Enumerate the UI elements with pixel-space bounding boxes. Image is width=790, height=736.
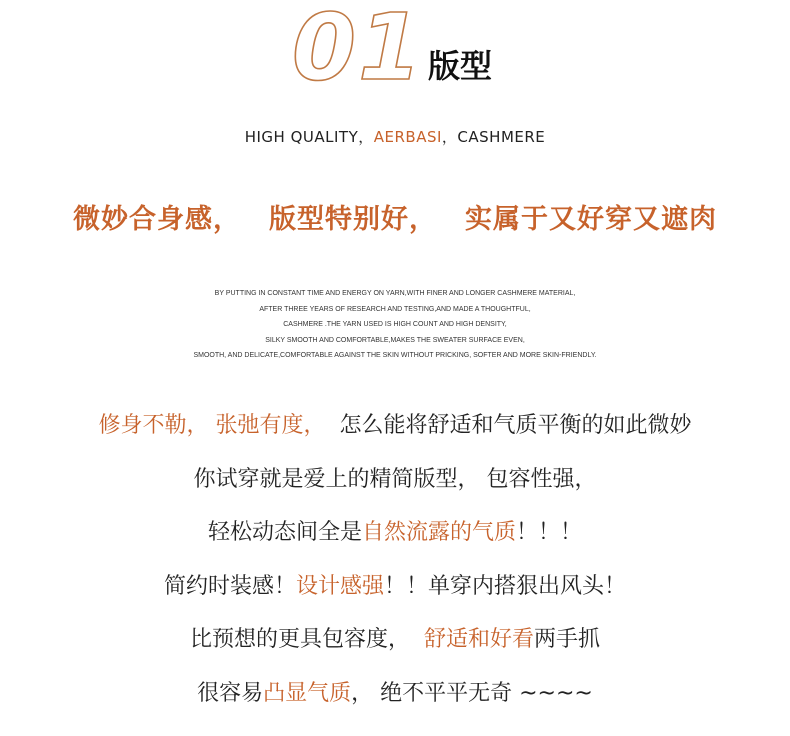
plain-text: 很容易 bbox=[197, 680, 264, 706]
plain-text: ！！！ bbox=[516, 520, 583, 545]
highlight-text: 设计感强 bbox=[295, 573, 384, 599]
highlight-text: 舒适和好看 bbox=[423, 627, 534, 652]
english-line-2: AFTER THREE YEARS OF RESEARCH AND TESTING,AND MADE A THOUGHTFUL, bbox=[259, 305, 531, 313]
brand-name: AERBASI bbox=[373, 128, 442, 146]
section-header bbox=[0, 0, 790, 110]
plain-text: ， 绝不平平无奇 ~~~~ bbox=[351, 680, 593, 706]
plain-text: ！！单穿内搭狠出风头！ bbox=[384, 573, 627, 599]
subtitle-part1: HIGH QUALITY， bbox=[244, 128, 374, 146]
feature-line-6 bbox=[0, 674, 790, 728]
english-line-4: SILKY SMOOTH AND COMFORTABLE,MAKES THE SWEATER SURFACE EVEN, bbox=[265, 336, 525, 344]
english-line-3: CASHMERE .THE YARN USED IS HIGH COUNT AND HIGH DENSITY, bbox=[283, 321, 507, 328]
headline-item-1: 微妙合身感， bbox=[73, 204, 241, 235]
english-description bbox=[0, 286, 790, 364]
highlight-text: 张弛有度， bbox=[215, 413, 326, 438]
plain-text: 你试穿就是爱上的精简版型， 包容性强， bbox=[193, 466, 597, 492]
highlight-text: 凸显气质 bbox=[263, 680, 352, 706]
highlight-text: 修身不勒， bbox=[98, 413, 209, 438]
feature-line-1 bbox=[0, 406, 790, 460]
brand-subtitle bbox=[0, 126, 790, 147]
plain-text: 简约时装感！ bbox=[163, 573, 296, 599]
section-number: 01 bbox=[292, 0, 425, 101]
english-line-1: BY PUTTING IN CONSTANT TIME AND ENERGY ON YARN,WITH FINER AND LONGER CASHMERE MATERIAL, bbox=[214, 290, 576, 297]
headline-item-2: 版型特别好， bbox=[269, 204, 437, 235]
feature-line-5 bbox=[0, 620, 790, 674]
english-line-5: SMOOTH, AND DELICATE,COMFORTABLE AGAINST THE SKIN WITHOUT PRICKING, SOFTER AND MORE SKIN-FRIENDLY. bbox=[193, 352, 597, 359]
feature-line-2 bbox=[0, 460, 790, 514]
plain-text: 比预想的更具包容度， bbox=[189, 627, 410, 652]
feature-line-4 bbox=[0, 567, 790, 621]
feature-line-3 bbox=[0, 513, 790, 567]
plain-text: 怎么能将舒适和气质平衡的如此微妙 bbox=[339, 413, 692, 438]
plain-text: 轻松动态间全是 bbox=[207, 520, 362, 545]
subtitle-part2: ，CASHMERE bbox=[441, 128, 546, 146]
section-title: 版型 bbox=[428, 47, 493, 85]
plain-text: 两手抓 bbox=[534, 627, 601, 652]
feature-text bbox=[0, 406, 790, 727]
highlight-text: 自然流露的气质 bbox=[361, 520, 516, 545]
headline bbox=[0, 200, 790, 240]
headline-item-3: 实属于又好穿又遮肉 bbox=[465, 204, 717, 235]
